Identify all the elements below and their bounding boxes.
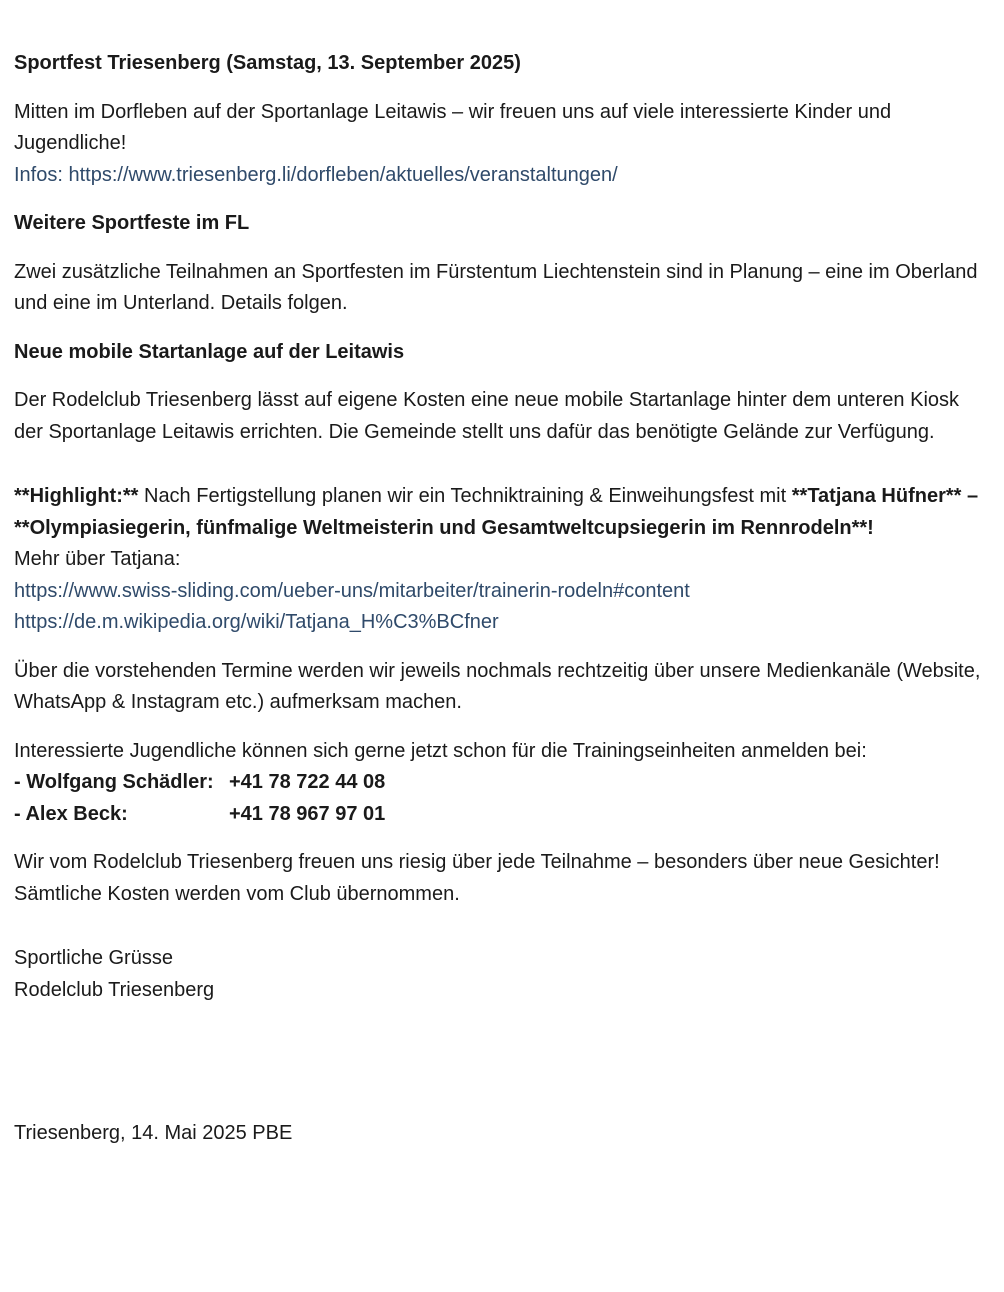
anmeldung-intro: Interessierte Jugendliche können sich gerne jetzt schon für die Trainingseinheiten anmelden bei: bbox=[14, 739, 867, 762]
contact-row bbox=[14, 767, 992, 799]
contact-phone: +41 78 722 44 08 bbox=[229, 771, 386, 793]
document bbox=[14, 48, 992, 1150]
sportfest-heading: Sportfest Triesenberg (Samstag, 13. September 2025) bbox=[14, 52, 521, 74]
sportfest-body: Mitten im Dorfleben auf der Sportanlage Leitawis – wir freuen uns auf viele interessierte Kinder und Jugendliche! bbox=[14, 100, 892, 154]
link-swiss-sliding[interactable]: https://www.swiss-sliding.com/ueber-uns/mitarbeiter/trainerin-rodeln#content bbox=[14, 579, 690, 602]
signature-greeting: Sportliche Grüsse bbox=[14, 947, 173, 969]
termine-body: Über die vorstehenden Termine werden wir jeweils nochmals rechtzeitig über unsere Medienkanäle (Website, WhatsApp & Instagram etc.) aufmerksam machen. bbox=[14, 659, 981, 713]
sportfest-info-label: Infos: bbox=[14, 163, 69, 186]
sportfest-info-link[interactable]: https://www.triesenberg.li/dorfleben/aktuelles/veranstaltungen/ bbox=[68, 163, 618, 186]
highlight-more-label: Mehr über Tatjana: bbox=[14, 548, 181, 570]
closing-body: Wir vom Rodelclub Triesenberg freuen uns riesig über jede Teilnahme – besonders über neue Gesichter! Sämtliche Kosten werden vom Club übernommen. bbox=[14, 851, 940, 905]
highlight-paragraph bbox=[14, 481, 992, 544]
signature-club: Rodelclub Triesenberg bbox=[14, 978, 215, 1001]
contact-row bbox=[14, 799, 992, 831]
weitere-heading: Weitere Sportfeste im FL bbox=[14, 212, 250, 234]
link-wikipedia[interactable]: https://de.m.wikipedia.org/wiki/Tatjana_H%C3%BCfner bbox=[14, 611, 499, 633]
contact-phone: +41 78 967 97 01 bbox=[229, 802, 386, 825]
sportfest-info bbox=[14, 160, 992, 192]
highlight-label: **Highlight:** bbox=[14, 485, 139, 507]
startanlage-body: Der Rodelclub Triesenberg lässt auf eigene Kosten eine neue mobile Startanlage hinter dem unteren Kiosk der Sportanlage Leitawis errichten. Die Gemeinde stellt uns dafür das benötigte Gelände zur Verfügung. bbox=[14, 389, 960, 443]
highlight-name: **Tatjana Hüfner** – **Olympiasiegerin, fünfmalige Weltmeisterin und Gesamtweltcupsiegerin im Rennrodeln**! bbox=[14, 485, 979, 539]
contact-name: - Alex Beck: bbox=[14, 802, 128, 825]
weitere-body: Zwei zusätzliche Teilnahmen an Sportfesten im Fürstentum Liechtenstein sind in Planung – eine im Oberland und eine im Unterland. Details folgen. bbox=[14, 260, 978, 314]
startanlage-heading: Neue mobile Startanlage auf der Leitawis bbox=[14, 340, 405, 363]
place-date: Triesenberg, 14. Mai 2025 PBE bbox=[14, 1122, 293, 1144]
contact-name: - Wolfgang Schädler: bbox=[14, 771, 214, 793]
highlight-text: Nach Fertigstellung planen wir ein Techniktraining & Einweihungsfest mit bbox=[138, 485, 792, 507]
